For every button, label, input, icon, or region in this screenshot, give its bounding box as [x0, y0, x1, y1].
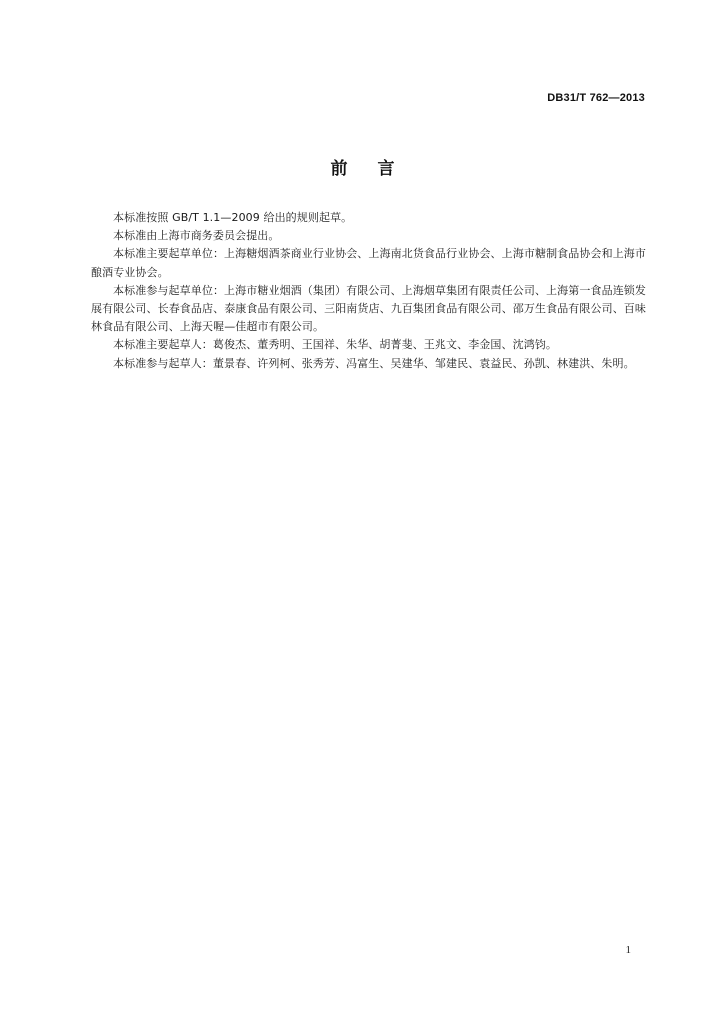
- paragraph-participating-drafters: 本标准参与起草人：董景春、许列柯、张秀芳、冯富生、吴建华、邹建民、袁益民、孙凯、林建洪、朱明。: [113, 356, 635, 370]
- foreword-body: [91, 209, 646, 373]
- paragraph-main-drafting-units: 本标准主要起草单位：上海糖烟酒茶商业行业协会、上海南北货食品行业协会、上海市糖制食品协会和上海市酿酒专业协会。: [91, 247, 646, 279]
- page-title: 前言: [330, 159, 425, 179]
- paragraph-participating-units: 本标准参与起草单位：上海市糖业烟酒（集团）有限公司、上海烟草集团有限责任公司、上海第一食品连锁发展有限公司、长春食品店、泰康食品有限公司、三阳南货店、九百集团食品有限公司、邵万生食品有限公司、百味林食品有限公司、上海天喔—佳超市有限公司。: [91, 283, 646, 334]
- page-number: 1: [625, 944, 631, 956]
- paragraph-proposed-by: 本标准由上海市商务委员会提出。: [113, 229, 280, 243]
- paragraph-drafting-rules: 本标准按照 GB/T 1.1—2009 给出的规则起草。: [113, 211, 353, 224]
- standard-code: DB31/T 762—2013: [547, 92, 645, 104]
- paragraph-main-drafters: 本标准主要起草人：葛俊杰、董秀明、王国祥、朱华、胡菁斐、王兆文、李金国、沈鸿钧。: [113, 338, 557, 352]
